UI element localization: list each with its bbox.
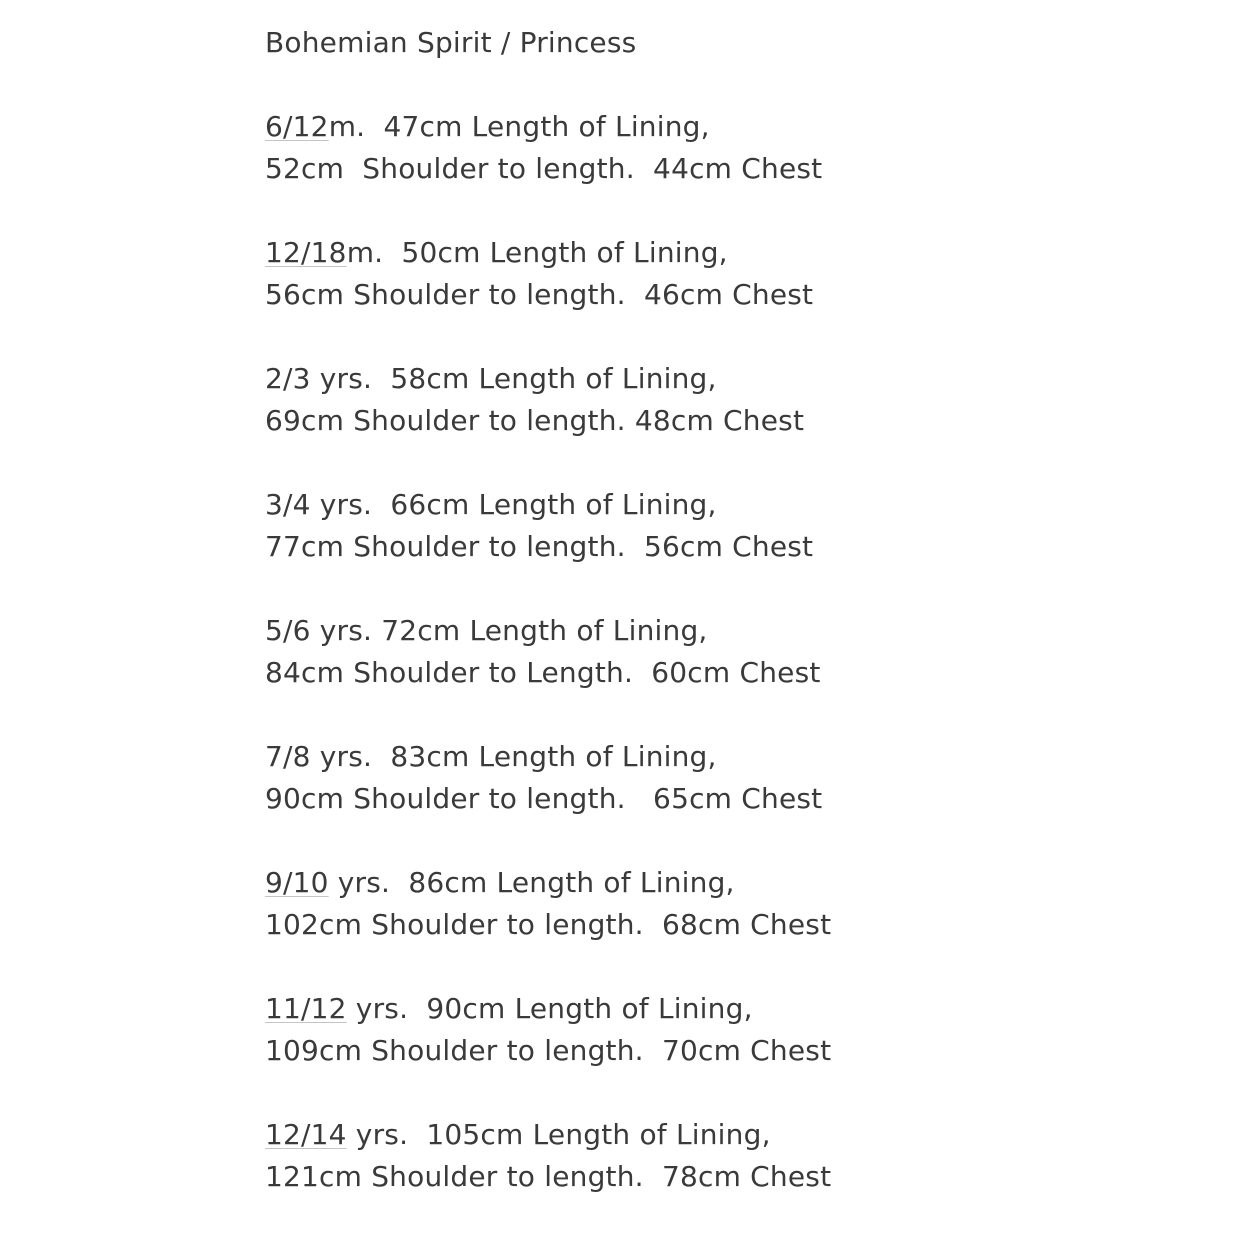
size-chart-note: [265, 22, 1165, 1198]
size-label: 6/12: [265, 110, 329, 143]
size-entry: [265, 358, 1165, 442]
size-entry: [265, 106, 1165, 190]
entry-line-2: 90cm Shoulder to length. 65cm Chest: [265, 782, 823, 815]
entry-line-2: 84cm Shoulder to Length. 60cm Chest: [265, 656, 821, 689]
lining-length-text: yrs. 90cm Length of Lining,: [346, 992, 753, 1025]
lining-length-text: yrs. 66cm Length of Lining,: [310, 488, 717, 521]
size-entry: [265, 484, 1165, 568]
entry-line-1: [265, 484, 1165, 526]
lining-length-text: m. 50cm Length of Lining,: [346, 236, 728, 269]
entry-line-2: 102cm Shoulder to length. 68cm Chest: [265, 908, 832, 941]
entry-line-1: [265, 610, 1165, 652]
size-entry: [265, 1114, 1165, 1198]
entry-line-2: 77cm Shoulder to length. 56cm Chest: [265, 530, 814, 563]
entry-line-1: [265, 106, 1165, 148]
size-entry: [265, 862, 1165, 946]
size-label: 5/6: [265, 614, 311, 647]
entry-line-2: 109cm Shoulder to length. 70cm Chest: [265, 1034, 832, 1067]
lining-length-text: yrs. 58cm Length of Lining,: [310, 362, 717, 395]
size-label: 11/12: [265, 992, 347, 1025]
lining-length-text: yrs. 72cm Length of Lining,: [310, 614, 708, 647]
size-entry: [265, 988, 1165, 1072]
entry-line-1: [265, 358, 1165, 400]
entry-line-2: 52cm Shoulder to length. 44cm Chest: [265, 152, 823, 185]
size-label: 12/14: [265, 1118, 347, 1151]
size-label: 2/3: [265, 362, 311, 395]
entry-line-1: [265, 736, 1165, 778]
size-entry: [265, 610, 1165, 694]
lining-length-text: yrs. 83cm Length of Lining,: [310, 740, 717, 773]
note-title: Bohemian Spirit / Princess: [265, 26, 637, 59]
entry-line-2: 56cm Shoulder to length. 46cm Chest: [265, 278, 814, 311]
lining-length-text: yrs. 86cm Length of Lining,: [328, 866, 735, 899]
size-label: 9/10: [265, 866, 329, 899]
entry-line-1: [265, 1114, 1165, 1156]
size-entry: [265, 736, 1165, 820]
entry-line-1: [265, 232, 1165, 274]
entry-line-1: [265, 862, 1165, 904]
entry-line-2: 121cm Shoulder to length. 78cm Chest: [265, 1160, 832, 1193]
size-label: 12/18: [265, 236, 347, 269]
size-entry: [265, 232, 1165, 316]
size-label: 3/4: [265, 488, 311, 521]
size-label: 7/8: [265, 740, 311, 773]
lining-length-text: m. 47cm Length of Lining,: [328, 110, 710, 143]
entry-line-1: [265, 988, 1165, 1030]
entry-line-2: 69cm Shoulder to length. 48cm Chest: [265, 404, 805, 437]
lining-length-text: yrs. 105cm Length of Lining,: [346, 1118, 771, 1151]
